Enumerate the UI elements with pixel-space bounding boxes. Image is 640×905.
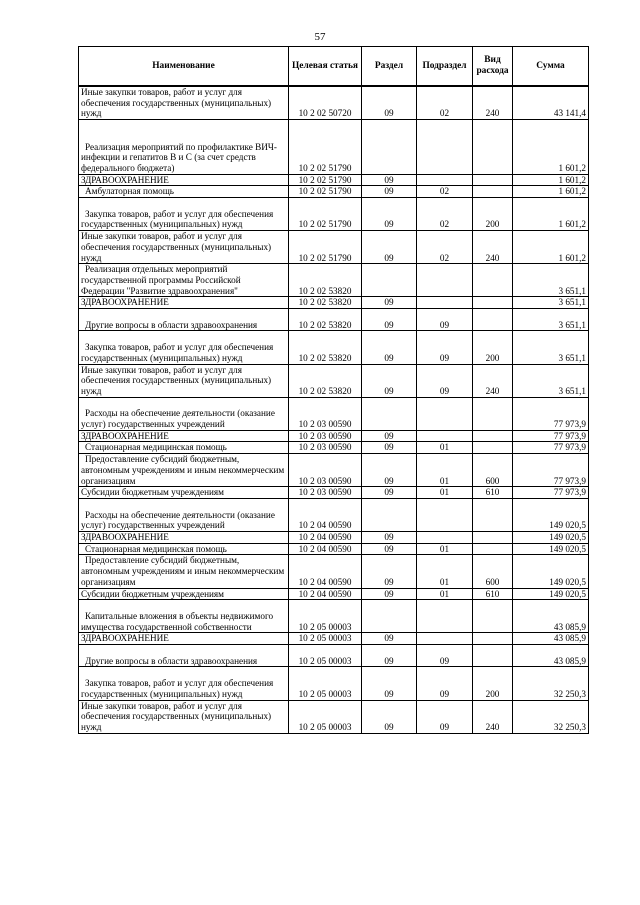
row-section: 09: [362, 633, 417, 645]
row-code: 10 2 03 00590: [289, 454, 362, 487]
row-subsection: [417, 397, 473, 430]
row-name: ЗДРАВООХРАНЕНИЕ: [79, 174, 289, 186]
table-row: [79, 186, 589, 198]
row-sum: 43 085,9: [513, 645, 589, 667]
row-name-text: Предоставление субсидий бюджетным, автономным учреждениям и иным некоммерческим организациям: [81, 555, 285, 587]
row-sum: 77 973,9: [513, 430, 589, 442]
row-name: [79, 454, 289, 487]
row-kind: [473, 430, 513, 442]
row-code: 10 2 02 53820: [289, 331, 362, 364]
table-header: [79, 47, 589, 87]
row-section: 09: [362, 645, 417, 667]
budget-table: [78, 46, 589, 734]
row-code: 10 2 05 00003: [289, 600, 362, 633]
row-section: [362, 120, 417, 175]
row-sum: 1 601,2: [513, 174, 589, 186]
table-row: [79, 297, 589, 309]
row-sum: 77 973,9: [513, 442, 589, 454]
row-code: 10 2 02 51790: [289, 186, 362, 198]
row-sum: 3 651,1: [513, 297, 589, 309]
header-name: Наименование: [79, 47, 289, 87]
row-code: 10 2 02 51790: [289, 174, 362, 186]
row-sum: 1 601,2: [513, 186, 589, 198]
row-subsection: 09: [417, 309, 473, 331]
row-name-text: Закупка товаров, работ и услуг для обеспечения государственных (муниципальных) нужд: [81, 208, 274, 230]
header-subsection: Подраздел: [417, 47, 473, 87]
row-name: [79, 498, 289, 531]
table-row: [79, 430, 589, 442]
row-code: 10 2 03 00590: [289, 430, 362, 442]
row-code: 10 2 05 00003: [289, 633, 362, 645]
table-row: [79, 120, 589, 175]
row-name: Субсидии бюджетным учреждениям: [79, 588, 289, 600]
row-name-text: Закупка товаров, работ и услуг для обеспечения государственных (муниципальных) нужд: [81, 678, 274, 699]
row-kind: 200: [473, 667, 513, 700]
row-sum: 77 973,9: [513, 397, 589, 430]
row-name: [79, 555, 289, 588]
row-sum: 1 601,2: [513, 198, 589, 231]
row-subsection: 01: [417, 487, 473, 499]
row-name-text: Другие вопросы в области здравоохранения: [85, 319, 258, 330]
table-body: [79, 86, 589, 733]
row-section: 09: [362, 364, 417, 397]
row-name: [79, 667, 289, 700]
row-kind: [473, 174, 513, 186]
row-subsection: 02: [417, 186, 473, 198]
row-name-text: Расходы на обеспечение деятельности (оказание услуг) государственных учреждений: [81, 509, 275, 531]
row-sum: 149 020,5: [513, 588, 589, 600]
row-sum: 149 020,5: [513, 543, 589, 555]
row-sum: 3 651,1: [513, 264, 589, 297]
header-code: Целевая статья: [289, 47, 362, 87]
row-name-text: Расходы на обеспечение деятельности (оказание услуг) государственных учреждений: [81, 408, 275, 430]
row-name-text: Закупка товаров, работ и услуг для обеспечения государственных (муниципальных) нужд: [81, 342, 274, 363]
row-name-text: Амбулаторная помощь: [85, 186, 174, 197]
row-section: 09: [362, 174, 417, 186]
table-row: [79, 174, 589, 186]
row-section: 09: [362, 297, 417, 309]
row-kind: 600: [473, 555, 513, 588]
table-row: [79, 331, 589, 364]
row-subsection: 01: [417, 588, 473, 600]
row-code: 10 2 05 00003: [289, 667, 362, 700]
row-code: 10 2 02 53820: [289, 309, 362, 331]
header-section: Раздел: [362, 47, 417, 87]
row-kind: 200: [473, 198, 513, 231]
row-code: 10 2 04 00590: [289, 588, 362, 600]
row-code: 10 2 02 50720: [289, 86, 362, 120]
row-section: [362, 397, 417, 430]
table-row: [79, 487, 589, 499]
row-kind: 610: [473, 487, 513, 499]
row-name-text: Реализация мероприятий по профилактике ВИЧ-инфекции и гепатитов В и С (за счет средств федерального бюджета): [81, 141, 277, 173]
row-sum: 43 085,9: [513, 633, 589, 645]
row-subsection: [417, 532, 473, 544]
row-name: Иные закупки товаров, работ и услуг для обеспечения государственных (муниципальных) нужд: [79, 231, 289, 264]
row-kind: [473, 120, 513, 175]
row-sum: 149 020,5: [513, 555, 589, 588]
table-row: [79, 555, 589, 588]
row-code: 10 2 02 51790: [289, 231, 362, 264]
row-code: 10 2 02 51790: [289, 198, 362, 231]
table-row: [79, 600, 589, 633]
row-kind: [473, 186, 513, 198]
row-subsection: [417, 498, 473, 531]
row-section: 09: [362, 331, 417, 364]
row-sum: 3 651,1: [513, 364, 589, 397]
row-section: [362, 498, 417, 531]
row-code: 10 2 04 00590: [289, 555, 362, 588]
row-kind: 200: [473, 331, 513, 364]
row-name: [79, 186, 289, 198]
row-code: 10 2 05 00003: [289, 700, 362, 733]
row-section: 09: [362, 487, 417, 499]
table-row: [79, 532, 589, 544]
table-row: [79, 588, 589, 600]
row-name: [79, 264, 289, 297]
row-section: [362, 600, 417, 633]
row-name: [79, 309, 289, 331]
table-row: [79, 364, 589, 397]
row-section: 09: [362, 588, 417, 600]
row-kind: [473, 297, 513, 309]
row-kind: [473, 600, 513, 633]
row-kind: 240: [473, 86, 513, 120]
row-name: [79, 645, 289, 667]
table-row: [79, 264, 589, 297]
page-number: 57: [314, 31, 326, 43]
row-subsection: [417, 297, 473, 309]
row-name: [79, 120, 289, 175]
table-row: [79, 397, 589, 430]
row-kind: 240: [473, 364, 513, 397]
row-kind: [473, 264, 513, 297]
table-row: [79, 543, 589, 555]
row-code: 10 2 03 00590: [289, 397, 362, 430]
table-row: [79, 198, 589, 231]
row-kind: [473, 543, 513, 555]
row-name-text: Капитальные вложения в объекты недвижимого имущества государственной собственности: [81, 610, 274, 632]
row-name: ЗДРАВООХРАНЕНИЕ: [79, 297, 289, 309]
row-section: 09: [362, 543, 417, 555]
row-kind: [473, 633, 513, 645]
row-code: 10 2 03 00590: [289, 442, 362, 454]
row-sum: 1 601,2: [513, 120, 589, 175]
row-subsection: 09: [417, 331, 473, 364]
table-row: [79, 231, 589, 264]
row-section: 09: [362, 532, 417, 544]
table-row: [79, 442, 589, 454]
row-code: 10 2 02 53820: [289, 297, 362, 309]
row-sum: 43 141,4: [513, 86, 589, 120]
row-section: 09: [362, 86, 417, 120]
row-section: 09: [362, 231, 417, 264]
row-name-text: Реализация отдельных мероприятий государственной программы Российской Федерации "Развитие здравоохранения": [81, 264, 241, 296]
row-name-text: Стационарная медицинская помощь: [85, 442, 227, 453]
row-subsection: 01: [417, 442, 473, 454]
row-name: ЗДРАВООХРАНЕНИЕ: [79, 633, 289, 645]
row-subsection: 09: [417, 700, 473, 733]
table-row: [79, 645, 589, 667]
row-subsection: 02: [417, 86, 473, 120]
header-sum: Сумма: [513, 47, 589, 87]
row-subsection: 01: [417, 543, 473, 555]
row-sum: 1 601,2: [513, 231, 589, 264]
row-name-text: Предоставление субсидий бюджетным, автономным учреждениям и иным некоммерческим организациям: [81, 454, 285, 486]
row-kind: 240: [473, 231, 513, 264]
row-subsection: 01: [417, 555, 473, 588]
table-row: [79, 633, 589, 645]
row-sum: 3 651,1: [513, 309, 589, 331]
row-subsection: 02: [417, 198, 473, 231]
row-subsection: 09: [417, 364, 473, 397]
row-name: [79, 600, 289, 633]
row-kind: 240: [473, 700, 513, 733]
row-sum: 43 085,9: [513, 600, 589, 633]
row-code: 10 2 04 00590: [289, 498, 362, 531]
row-kind: [473, 442, 513, 454]
row-subsection: [417, 120, 473, 175]
row-sum: 32 250,3: [513, 700, 589, 733]
row-section: 09: [362, 700, 417, 733]
row-section: 09: [362, 454, 417, 487]
row-code: 10 2 02 53820: [289, 264, 362, 297]
row-code: 10 2 02 51790: [289, 120, 362, 175]
row-subsection: [417, 430, 473, 442]
row-name: [79, 397, 289, 430]
row-sum: 77 973,9: [513, 454, 589, 487]
row-code: 10 2 04 00590: [289, 532, 362, 544]
row-name: ЗДРАВООХРАНЕНИЕ: [79, 532, 289, 544]
row-sum: 32 250,3: [513, 667, 589, 700]
row-name: ЗДРАВООХРАНЕНИЕ: [79, 430, 289, 442]
row-sum: 149 020,5: [513, 498, 589, 531]
row-section: [362, 264, 417, 297]
header-kind: Вид расхода: [473, 47, 513, 87]
row-kind: [473, 532, 513, 544]
row-name: [79, 331, 289, 364]
row-name: [79, 198, 289, 231]
row-subsection: 09: [417, 667, 473, 700]
row-subsection: [417, 633, 473, 645]
table-row: [79, 309, 589, 331]
row-section: 09: [362, 555, 417, 588]
row-subsection: 01: [417, 454, 473, 487]
row-section: 09: [362, 442, 417, 454]
table-row: [79, 454, 589, 487]
row-code: 10 2 04 00590: [289, 543, 362, 555]
row-subsection: 02: [417, 231, 473, 264]
row-subsection: 09: [417, 645, 473, 667]
row-section: 09: [362, 186, 417, 198]
table-row: [79, 86, 589, 120]
row-kind: [473, 498, 513, 531]
row-subsection: [417, 174, 473, 186]
row-name: [79, 442, 289, 454]
row-kind: 610: [473, 588, 513, 600]
row-code: 10 2 02 53820: [289, 364, 362, 397]
table-row: [79, 498, 589, 531]
row-sum: 77 973,9: [513, 487, 589, 499]
row-name: Иные закупки товаров, работ и услуг для обеспечения государственных (муниципальных) нужд: [79, 700, 289, 733]
row-kind: [473, 309, 513, 331]
row-code: 10 2 03 00590: [289, 487, 362, 499]
row-subsection: [417, 264, 473, 297]
row-code: 10 2 05 00003: [289, 645, 362, 667]
row-name-text: Стационарная медицинская помощь: [85, 543, 227, 554]
row-name-text: Другие вопросы в области здравоохранения: [85, 655, 258, 666]
row-name: Иные закупки товаров, работ и услуг для обеспечения государственных (муниципальных) нужд: [79, 86, 289, 120]
row-kind: 600: [473, 454, 513, 487]
row-kind: [473, 645, 513, 667]
table-row: [79, 667, 589, 700]
row-name: Субсидии бюджетным учреждениям: [79, 487, 289, 499]
row-sum: 3 651,1: [513, 331, 589, 364]
row-section: 09: [362, 198, 417, 231]
row-name: Иные закупки товаров, работ и услуг для обеспечения государственных (муниципальных) нужд: [79, 364, 289, 397]
row-kind: [473, 397, 513, 430]
row-name: [79, 543, 289, 555]
table-row: [79, 700, 589, 733]
row-section: 09: [362, 667, 417, 700]
row-sum: 149 020,5: [513, 532, 589, 544]
row-section: 09: [362, 309, 417, 331]
row-section: 09: [362, 430, 417, 442]
row-subsection: [417, 600, 473, 633]
